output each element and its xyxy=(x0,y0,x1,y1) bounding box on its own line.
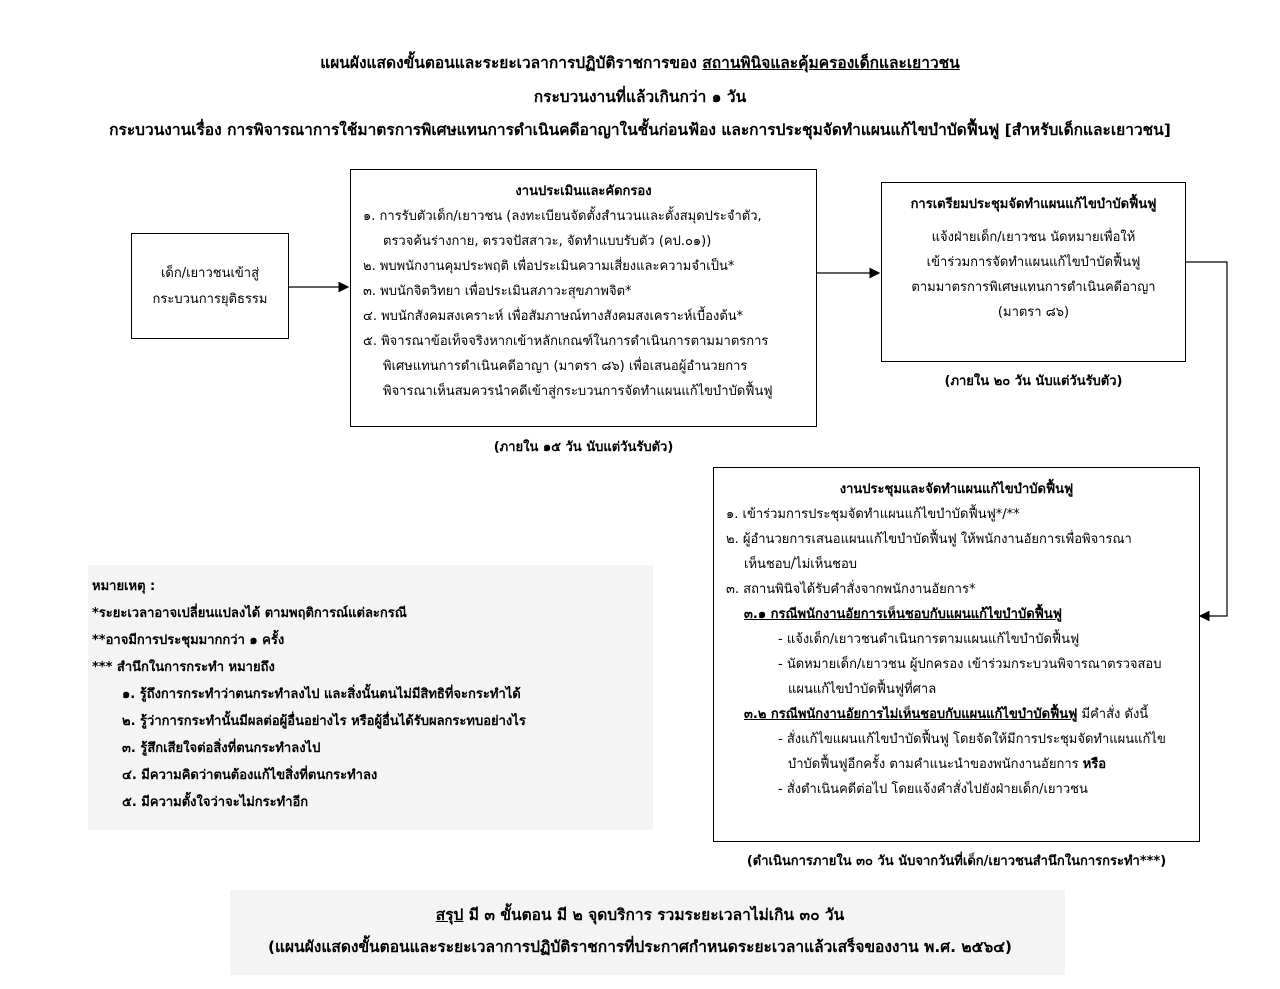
case-approved-heading: ๓.๑ กรณีพนักงานอัยการเห็นชอบกับแผนแก้ไขบำบัดฟื้นฟู xyxy=(744,607,1062,622)
agency-name: สถานพินิจและคุ้มครองเด็กและเยาวชน xyxy=(702,54,960,72)
meeting-subitem xyxy=(726,752,1199,777)
meeting-subitem-text: บำบัดฟื้นฟูอีกครั้ง ตามคำแนะนำของพนักงานอัยการ xyxy=(788,757,1083,772)
notes-section xyxy=(92,573,526,816)
meeting-subitem: - สั่งแก้ไขแผนแก้ไขบำบัดฟื้นฟู โดยจัดให้มีการประชุมจัดทำแผนแก้ไข xyxy=(778,732,1166,747)
preparation-line: เข้าร่วมการจัดทำแผนแก้ไขบำบัดฟื้นฟู xyxy=(926,255,1141,270)
entry-box xyxy=(131,233,289,339)
or-keyword: หรือ xyxy=(1082,757,1107,772)
note-item: ๕. มีความตั้งใจว่าจะไม่กระทำอีก xyxy=(122,795,309,810)
note-line: *** สำนึกในการกระทำ หมายถึง xyxy=(92,660,275,675)
meeting-item: ๓. สถานพินิจได้รับคำสั่งจากพนักงานอัยการ* xyxy=(726,582,976,597)
screening-box xyxy=(350,169,817,427)
case-rejected-line xyxy=(726,702,1199,727)
title-prefix: แผนผังแสดงขั้นตอนและระยะเวลาการปฏิบัติราชการของ xyxy=(320,54,703,72)
screening-heading: งานประเมินและคัดกรอง xyxy=(515,184,652,199)
preparation-heading: การเตรียมประชุมจัดทำแผนแก้ไขบำบัดฟื้นฟู xyxy=(910,197,1157,212)
meeting-subitem: - แจ้งเด็ก/เยาวชนดำเนินการตามแผนแก้ไขบำบัดฟื้นฟู xyxy=(778,632,1080,647)
screening-item: ๔. พบนักสังคมสงเคราะห์ เพื่อสัมภาษณ์ทางสังคมสงเคราะห์เบื้องต้น* xyxy=(363,309,744,324)
note-line: *ระยะเวลาอาจเปลี่ยนแปลงได้ ตามพฤติการณ์แต่ละกรณี xyxy=(92,606,407,621)
screening-item: ๕. พิจารณาข้อเท็จจริงหากเข้าหลักเกณฑ์ในการดำเนินการตามมาตรการ xyxy=(363,334,769,349)
note-item: ๓. รู้สึกเสียใจต่อสิ่งที่ตนกระทำลงไป xyxy=(122,741,321,756)
entry-line-2: กระบวนการยุติธรรม xyxy=(152,292,268,307)
meeting-item: ๑. เข้าร่วมการประชุมจัดทำแผนแก้ไขบำบัดฟื้นฟู*/** xyxy=(726,507,1020,522)
case-rejected-heading: ๓.๒ กรณีพนักงานอัยการไม่เห็นชอบกับแผนแก้ไขบำบัดฟื้นฟู xyxy=(744,707,1078,722)
meeting-caption: (ดำเนินการภายใน ๓๐ วัน นับจากวันที่เด็ก/เยาวชนสำนึกในการกระทำ***) xyxy=(746,854,1167,869)
preparation-line: แจ้งฝ่ายเด็ก/เยาวชน นัดหมายเพื่อให้ xyxy=(931,230,1136,245)
meeting-item: เห็นชอบ/ไม่เห็นชอบ xyxy=(744,557,858,572)
screening-item: ๒. พบพนักงานคุมประพฤติ เพื่อประเมินความเสี่ยงและความจำเป็น* xyxy=(363,259,735,274)
screening-caption: (ภายใน ๑๕ วัน นับแต่วันรับตัว) xyxy=(493,440,674,455)
preparation-line: (มาตรา ๘๖) xyxy=(997,305,1070,320)
screening-item: ๓. พบนักจิตวิทยา เพื่อประเมินสภาวะสุขภาพจิต* xyxy=(363,284,632,299)
meeting-subitem: - นัดหมายเด็ก/เยาวชน ผู้ปกครอง เข้าร่วมกระบวนพิจารณาตรวจสอบ xyxy=(778,657,1162,672)
preparation-line: ตามมาตรการพิเศษแทนการดำเนินคดีอาญา xyxy=(911,280,1156,295)
meeting-subitem: แผนแก้ไขบำบัดฟื้นฟูที่ศาล xyxy=(788,682,937,697)
note-item: ๒. รู้ว่าการกระทำนั้นมีผลต่อผู้อื่นอย่างไร หรือผู้อื่นได้รับผลกระทบอย่างไร xyxy=(122,714,526,729)
preparation-caption: (ภายใน ๒๐ วัน นับแต่วันรับตัว) xyxy=(944,374,1123,389)
screening-item: ๑. การรับตัวเด็ก/เยาวชน (ลงทะเบียนจัดตั้งสำนวนและตั้งสมุดประจำตัว, xyxy=(363,209,762,224)
preparation-box xyxy=(881,182,1186,362)
title-line-2: กระบวนงานที่แล้วเกินกว่า ๑ วัน xyxy=(533,88,747,106)
screening-item: ตรวจค้นร่างกาย, ตรวจปัสสาวะ, จัดทำแบบรับตัว (คป.๐๑)) xyxy=(383,234,712,249)
summary-text: มี ๓ ขั้นตอน มี ๒ จุดบริการ รวมระยะเวลาไม่เกิน ๓๐ วัน xyxy=(463,906,845,924)
meeting-heading: งานประชุมและจัดทำแผนแก้ไขบำบัดฟื้นฟู xyxy=(839,482,1074,497)
summary-line xyxy=(0,902,1280,927)
summary-prefix: สรุป xyxy=(435,906,464,924)
notes-heading: หมายเหตุ : xyxy=(92,579,156,594)
meeting-item: ๒. ผู้อำนวยการเสนอแผนแก้ไขบำบัดฟื้นฟู ให้พนักงานอัยการเพื่อพิจารณา xyxy=(726,532,1132,547)
case-rejected-tail: มีคำสั่ง ดังนี้ xyxy=(1077,707,1149,722)
note-item: ๑. รู้ถึงการกระทำว่าตนกระทำลงไป และสิ่งนั้นตนไม่มีสิทธิที่จะกระทำได้ xyxy=(122,687,521,702)
entry-line-1: เด็ก/เยาวชนเข้าสู่ xyxy=(160,266,260,281)
note-line: **อาจมีการประชุมมากกว่า ๑ ครั้ง xyxy=(92,633,285,648)
screening-item: พิเศษแทนการดำเนินคดีอาญา (มาตรา ๘๖) เพื่อเสนอผู้อำนวยการ xyxy=(383,359,748,374)
meeting-subitem: - สั่งดำเนินคดีต่อไป โดยแจ้งคำสั่งไปยังฝ่ายเด็ก/เยาวชน xyxy=(778,782,1088,797)
note-item: ๔. มีความคิดว่าตนต้องแก้ไขสิ่งที่ตนกระทำลง xyxy=(122,768,378,783)
title-line-3: กระบวนงานเรื่อง การพิจารณาการใช้มาตรการพิเศษแทนการดำเนินคดีอาญาในชั้นก่อนฟ้อง และการประชุมจัดทำแผนแก้ไขบำบัดฟื้นฟู [สำหรับเด็กและเยาวชน] xyxy=(109,121,1171,139)
meeting-box xyxy=(713,467,1200,842)
summary-footer: (แผนผังแสดงขั้นตอนและระยะเวลาการปฏิบัติราชการที่ประกาศกำหนดระยะเวลาแล้วเสร็จของงาน พ.ศ. ๒๕๖๔) xyxy=(267,938,1013,956)
screening-item: พิจารณาเห็นสมควรนำคดีเข้าสู่กระบวนการจัดทำแผนแก้ไขบำบัดฟื้นฟู xyxy=(383,384,773,399)
